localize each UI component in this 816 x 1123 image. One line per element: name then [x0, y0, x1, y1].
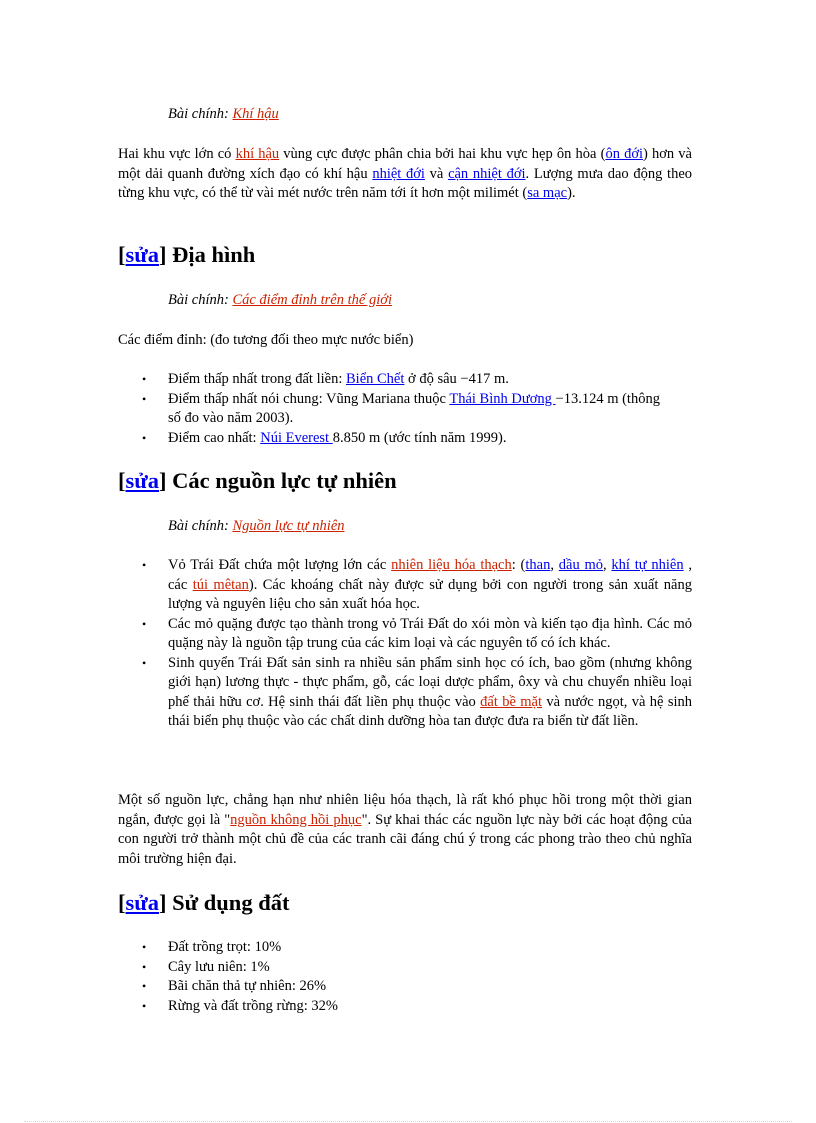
link-thai-binh-duong[interactable]: Thái Bình Dương: [449, 390, 556, 407]
link-nguon-luc-tu-nhien[interactable]: Nguồn lực tự nhiên: [232, 518, 345, 534]
list-item: • Rừng và đất trồng rừng: 32%: [118, 997, 692, 1017]
main-article-prefix: Bài chính:: [168, 292, 229, 308]
link-sa-mac[interactable]: sa mạc: [527, 185, 568, 201]
resources-list: [118, 556, 692, 732]
link-than[interactable]: than: [525, 557, 551, 573]
climate-main-article: [168, 105, 279, 125]
heading-su-dung-dat: [sửa] Sử dụng đất: [118, 890, 290, 915]
link-nui-everest[interactable]: Núi Everest: [260, 429, 333, 446]
resources-main-article: [168, 517, 345, 537]
list-item: • Sinh quyển Trái Đất sản sinh ra nhiều sản phẩm sinh học có ích, bao gồm (nhưng không giới hạn) lương thực - thực phẩm, gỗ, các loại dược phẩm, ôxy và chu chuyển nhiều loại phế thải hữu cơ. Hệ sinh thái đất liền phụ thuộc vào đất bề mặt và nước ngọt, và hệ sinh thái biển phụ thuộc vào các chất dinh dưỡng hòa tan được đưa ra biển từ đất liền.: [118, 654, 692, 732]
link-cac-diem-dinh[interactable]: Các điểm đỉnh trên thế giới: [232, 292, 393, 308]
page-bottom-rule: [24, 1121, 792, 1122]
heading-dia-hinh: [sửa] Địa hình: [118, 242, 256, 267]
link-nhien-lieu-hoa-thach[interactable]: nhiên liệu hóa thạch: [391, 557, 512, 573]
link-nhiet-doi[interactable]: nhiệt đới: [372, 165, 425, 182]
heading-title: Sử dụng đất: [172, 890, 290, 915]
link-dat-be-mat[interactable]: đất bề mặt: [480, 693, 543, 710]
edit-link-su-dung-dat[interactable]: sửa: [125, 890, 160, 915]
link-nguon-khong-hoi-phuc[interactable]: nguồn không hồi phục: [230, 811, 362, 828]
heading-title: Địa hình: [172, 242, 256, 267]
link-khi-hau-main[interactable]: Khí hậu: [232, 106, 279, 122]
heading-nguon-luc: [sửa] Các nguồn lực tự nhiên: [118, 468, 397, 493]
list-item: • Cây lưu niên: 1%: [118, 958, 692, 978]
main-article-prefix: Bài chính:: [168, 518, 229, 534]
link-tui-metan[interactable]: túi mêtan: [192, 576, 249, 593]
terrain-intro: Các điểm đỉnh: (đo tương đối theo mực nước biển): [118, 332, 414, 348]
resources-paragraph: Một số nguồn lực, chẳng hạn như nhiên liệu hóa thạch, là rất khó phục hồi trong một thời gian ngắn, được gọi là "nguồn không hồi phục". Sự khai thác các nguồn lực này bởi các hoạt động của con người trở thành một chủ đề của các tranh cãi đáng chú ý trong các phong trào theo chủ nghĩa môi trường hiện đại.: [118, 792, 692, 867]
heading-title: Các nguồn lực tự nhiên: [172, 468, 397, 493]
list-item: • Đất trồng trọt: 10%: [118, 938, 692, 958]
list-item: • Điểm cao nhất: Núi Everest 8.850 m (ước tính năm 1999).: [118, 429, 692, 449]
edit-link-dia-hinh[interactable]: sửa: [125, 242, 160, 267]
link-bien-chet[interactable]: Biển Chết: [346, 371, 405, 387]
terrain-main-article: [168, 291, 392, 311]
landuse-list: [118, 938, 692, 1016]
link-can-nhiet-doi[interactable]: cận nhiệt đới: [448, 165, 526, 182]
list-item: • Điểm thấp nhất nói chung: Vũng Mariana thuộc Thái Bình Dương −13.124 m (thông số đo vào năm 2003).: [118, 390, 692, 429]
list-item: • Bãi chăn thả tự nhiên: 26%: [118, 977, 692, 997]
terrain-list: [118, 370, 692, 448]
link-khi-hau[interactable]: khí hậu: [235, 146, 280, 162]
link-dau-mo[interactable]: dầu mỏ: [558, 557, 604, 573]
climate-paragraph: Hai khu vực lớn có khí hậu vùng cực được phân chia bởi hai khu vực hẹp ôn hòa (ôn đới) hơn và một dải quanh đường xích đạo có khí hậu nhiệt đới và cận nhiệt đới. Lượng mưa dao động theo từng khu vực, có thể từ vài mét nước trên năm tới ít hơn một milimét (sa mạc).: [118, 146, 693, 201]
list-item: • Vỏ Trái Đất chứa một lượng lớn các nhiên liệu hóa thạch: (than, dầu mỏ, khí tự nhiên , các túi mêtan). Các khoáng chất này được sử dụng bởi con người trong sản xuất năng lượng và nguyên liệu cho sản xuất hóa học.: [118, 556, 692, 615]
main-article-prefix: Bài chính:: [168, 106, 229, 122]
edit-link-nguon-luc[interactable]: sửa: [125, 468, 160, 493]
list-item: • Điểm thấp nhất trong đất liền: Biển Chết ở độ sâu −417 m.: [118, 370, 692, 390]
link-on-doi[interactable]: ôn đới: [605, 146, 644, 162]
link-khi-tu-nhien[interactable]: khí tự nhiên: [611, 557, 684, 573]
list-item: • Các mỏ quặng được tạo thành trong vỏ Trái Đất do xói mòn và kiến tạo địa hình. Các mỏ quặng này là nguồn tập trung của các kim loại và các nguyên tố có ích khác.: [118, 615, 692, 654]
